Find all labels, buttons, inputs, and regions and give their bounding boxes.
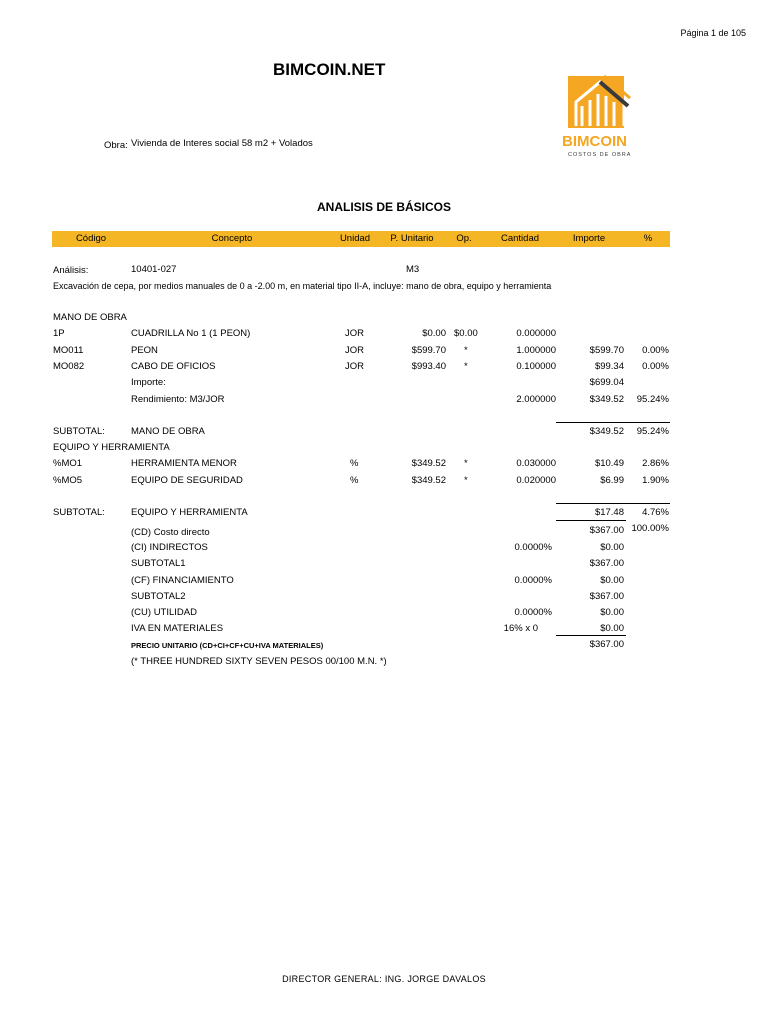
summary-label: IVA EN MATERIALES [131, 623, 224, 634]
row-amount: $6.99 [600, 475, 624, 486]
row-unit: JOR [345, 345, 364, 356]
mano-obra-title: MANO DE OBRA [53, 312, 127, 323]
row-concept: CUADRILLA No 1 (1 PEON) [131, 328, 251, 339]
row-price: $0.00 [422, 328, 446, 339]
logo-tagline: COSTOS DE OBRA [568, 152, 632, 158]
obra-value: Vivienda de Interes social 58 m2 + Volados [131, 138, 313, 149]
row-price: $349.52 [411, 475, 446, 486]
rendimiento-qty: 2.000000 [516, 394, 556, 405]
row-qty: 0.020000 [516, 475, 556, 486]
subtotal-equipo-name: EQUIPO Y HERRAMIENTA [131, 507, 248, 518]
col-precio-unitario: P. Unitario [390, 233, 434, 244]
col-pct: % [643, 233, 653, 244]
row-unit: % [350, 458, 359, 469]
importe-label: Importe: [131, 377, 166, 388]
row-qty: 0.100000 [516, 361, 556, 372]
column-header-bar [52, 231, 670, 247]
page-number: Página 1 de 105 [680, 28, 746, 38]
summary-amount: $0.00 [600, 542, 624, 553]
rendimiento-amount: $349.52 [589, 394, 624, 405]
row-qty: 1.000000 [516, 345, 556, 356]
summary-label: SUBTOTAL2 [131, 591, 186, 602]
bimcoin-logo [556, 62, 652, 162]
subtotal-equipo-label: SUBTOTAL: [53, 507, 105, 518]
rendimiento-pct: 95.24% [636, 394, 669, 405]
analysis-unit: M3 [406, 264, 420, 275]
summary-label: SUBTOTAL1 [131, 558, 186, 569]
obra-label: Obra: [104, 140, 128, 151]
row-code: MO082 [53, 361, 85, 372]
summary-label: (CI) INDIRECTOS [131, 542, 208, 553]
summary-amount: $0.00 [600, 623, 624, 634]
row-pct: 2.86% [642, 458, 669, 469]
row-qty: 0.030000 [516, 458, 556, 469]
analysis-label: Análisis: [53, 265, 89, 276]
footer-signature: DIRECTOR GENERAL: ING. JORGE DAVALOS [282, 974, 486, 984]
summary-amount: $367.00 [589, 558, 624, 569]
summary-factor: 0.0000% [514, 607, 552, 618]
col-cantidad: Cantidad [500, 233, 540, 244]
summary-pct: 100.00% [631, 523, 669, 534]
summary-factor: 0.0000% [514, 575, 552, 586]
row-op: * [464, 475, 468, 486]
row-pct: 1.90% [642, 475, 669, 486]
rendimiento-label: Rendimiento: M3/JOR [131, 394, 225, 405]
divider [556, 422, 670, 423]
logo-graphic [556, 62, 652, 162]
equipo-title: EQUIPO Y HERRAMIENTA [53, 442, 170, 453]
row-concept: PEON [131, 345, 158, 356]
col-op: Op. [456, 233, 472, 244]
row-code: %MO5 [53, 475, 83, 486]
importe-value: $699.04 [589, 377, 624, 388]
subtotal-mano-obra-name: MANO DE OBRA [131, 426, 205, 437]
row-qty: 0.000000 [516, 328, 556, 339]
summary-amount: $367.00 [589, 591, 624, 602]
row-code: %MO1 [53, 458, 83, 469]
precio-unitario-amount: $367.00 [589, 639, 624, 650]
row-concept: CABO DE OFICIOS [131, 361, 216, 372]
summary-label: (CF) FINANCIAMIENTO [131, 575, 234, 586]
col-unidad: Unidad [339, 233, 371, 244]
divider [556, 503, 670, 504]
subtotal-mano-obra-label: SUBTOTAL: [53, 426, 105, 437]
summary-amount: $0.00 [600, 575, 624, 586]
row-op: * [464, 345, 468, 356]
row-price: $349.52 [411, 458, 446, 469]
row-amount: $10.49 [594, 458, 624, 469]
summary-amount: $0.00 [600, 607, 624, 618]
row-unit: JOR [345, 328, 364, 339]
row-op: * [464, 458, 468, 469]
row-unit: JOR [345, 361, 364, 372]
document-title: ANALISIS DE BÁSICOS [316, 200, 451, 214]
subtotal-mano-obra-pct: 95.24% [636, 426, 669, 437]
row-pct: 0.00% [642, 361, 669, 372]
row-code: MO011 [53, 345, 84, 356]
logo-name: BIMCOIN [562, 133, 627, 150]
col-codigo: Código [75, 233, 107, 244]
col-concepto: Concepto [211, 233, 253, 244]
row-concept: HERRAMIENTA MENOR [131, 458, 237, 469]
analysis-description: Excavación de cepa, por medios manuales de 0 a -2.00 m, en material tipo II-A, incluye: mano de obra, equipo y herramienta [53, 281, 552, 291]
precio-unitario-label: PRECIO UNITARIO (CD+CI+CF+CU+IVA MATERIALES) [131, 641, 324, 650]
divider [556, 635, 626, 636]
amount-in-words: (* THREE HUNDRED SIXTY SEVEN PESOS 00/100 M.N. *) [131, 656, 387, 667]
subtotal-equipo-amount: $17.48 [594, 507, 624, 518]
col-importe: Importe [572, 233, 606, 244]
row-amount: $599.70 [589, 345, 624, 356]
subtotal-equipo-pct: 4.76% [642, 507, 669, 518]
row-code: 1P [53, 328, 65, 339]
row-concept: EQUIPO DE SEGURIDAD [131, 475, 243, 486]
row-price: $599.70 [411, 345, 446, 356]
summary-factor: 0.0000% [514, 542, 552, 553]
row-op: * [464, 361, 468, 372]
row-pct: 0.00% [642, 345, 669, 356]
row-amount: $99.34 [594, 361, 624, 372]
analysis-code: 10401-027 [131, 264, 177, 275]
row-op: $0.00 [454, 328, 478, 339]
summary-label: (CD) Costo directo [131, 527, 210, 538]
summary-amount: $367.00 [589, 525, 624, 536]
subtotal-mano-obra-amount: $349.52 [589, 426, 624, 437]
row-price: $993.40 [411, 361, 446, 372]
divider [556, 520, 626, 521]
brand-title: BIMCOIN.NET [273, 60, 386, 79]
summary-factor: 16% x 0 [503, 623, 538, 634]
summary-label: (CU) UTILIDAD [131, 607, 197, 618]
row-unit: % [350, 475, 359, 486]
